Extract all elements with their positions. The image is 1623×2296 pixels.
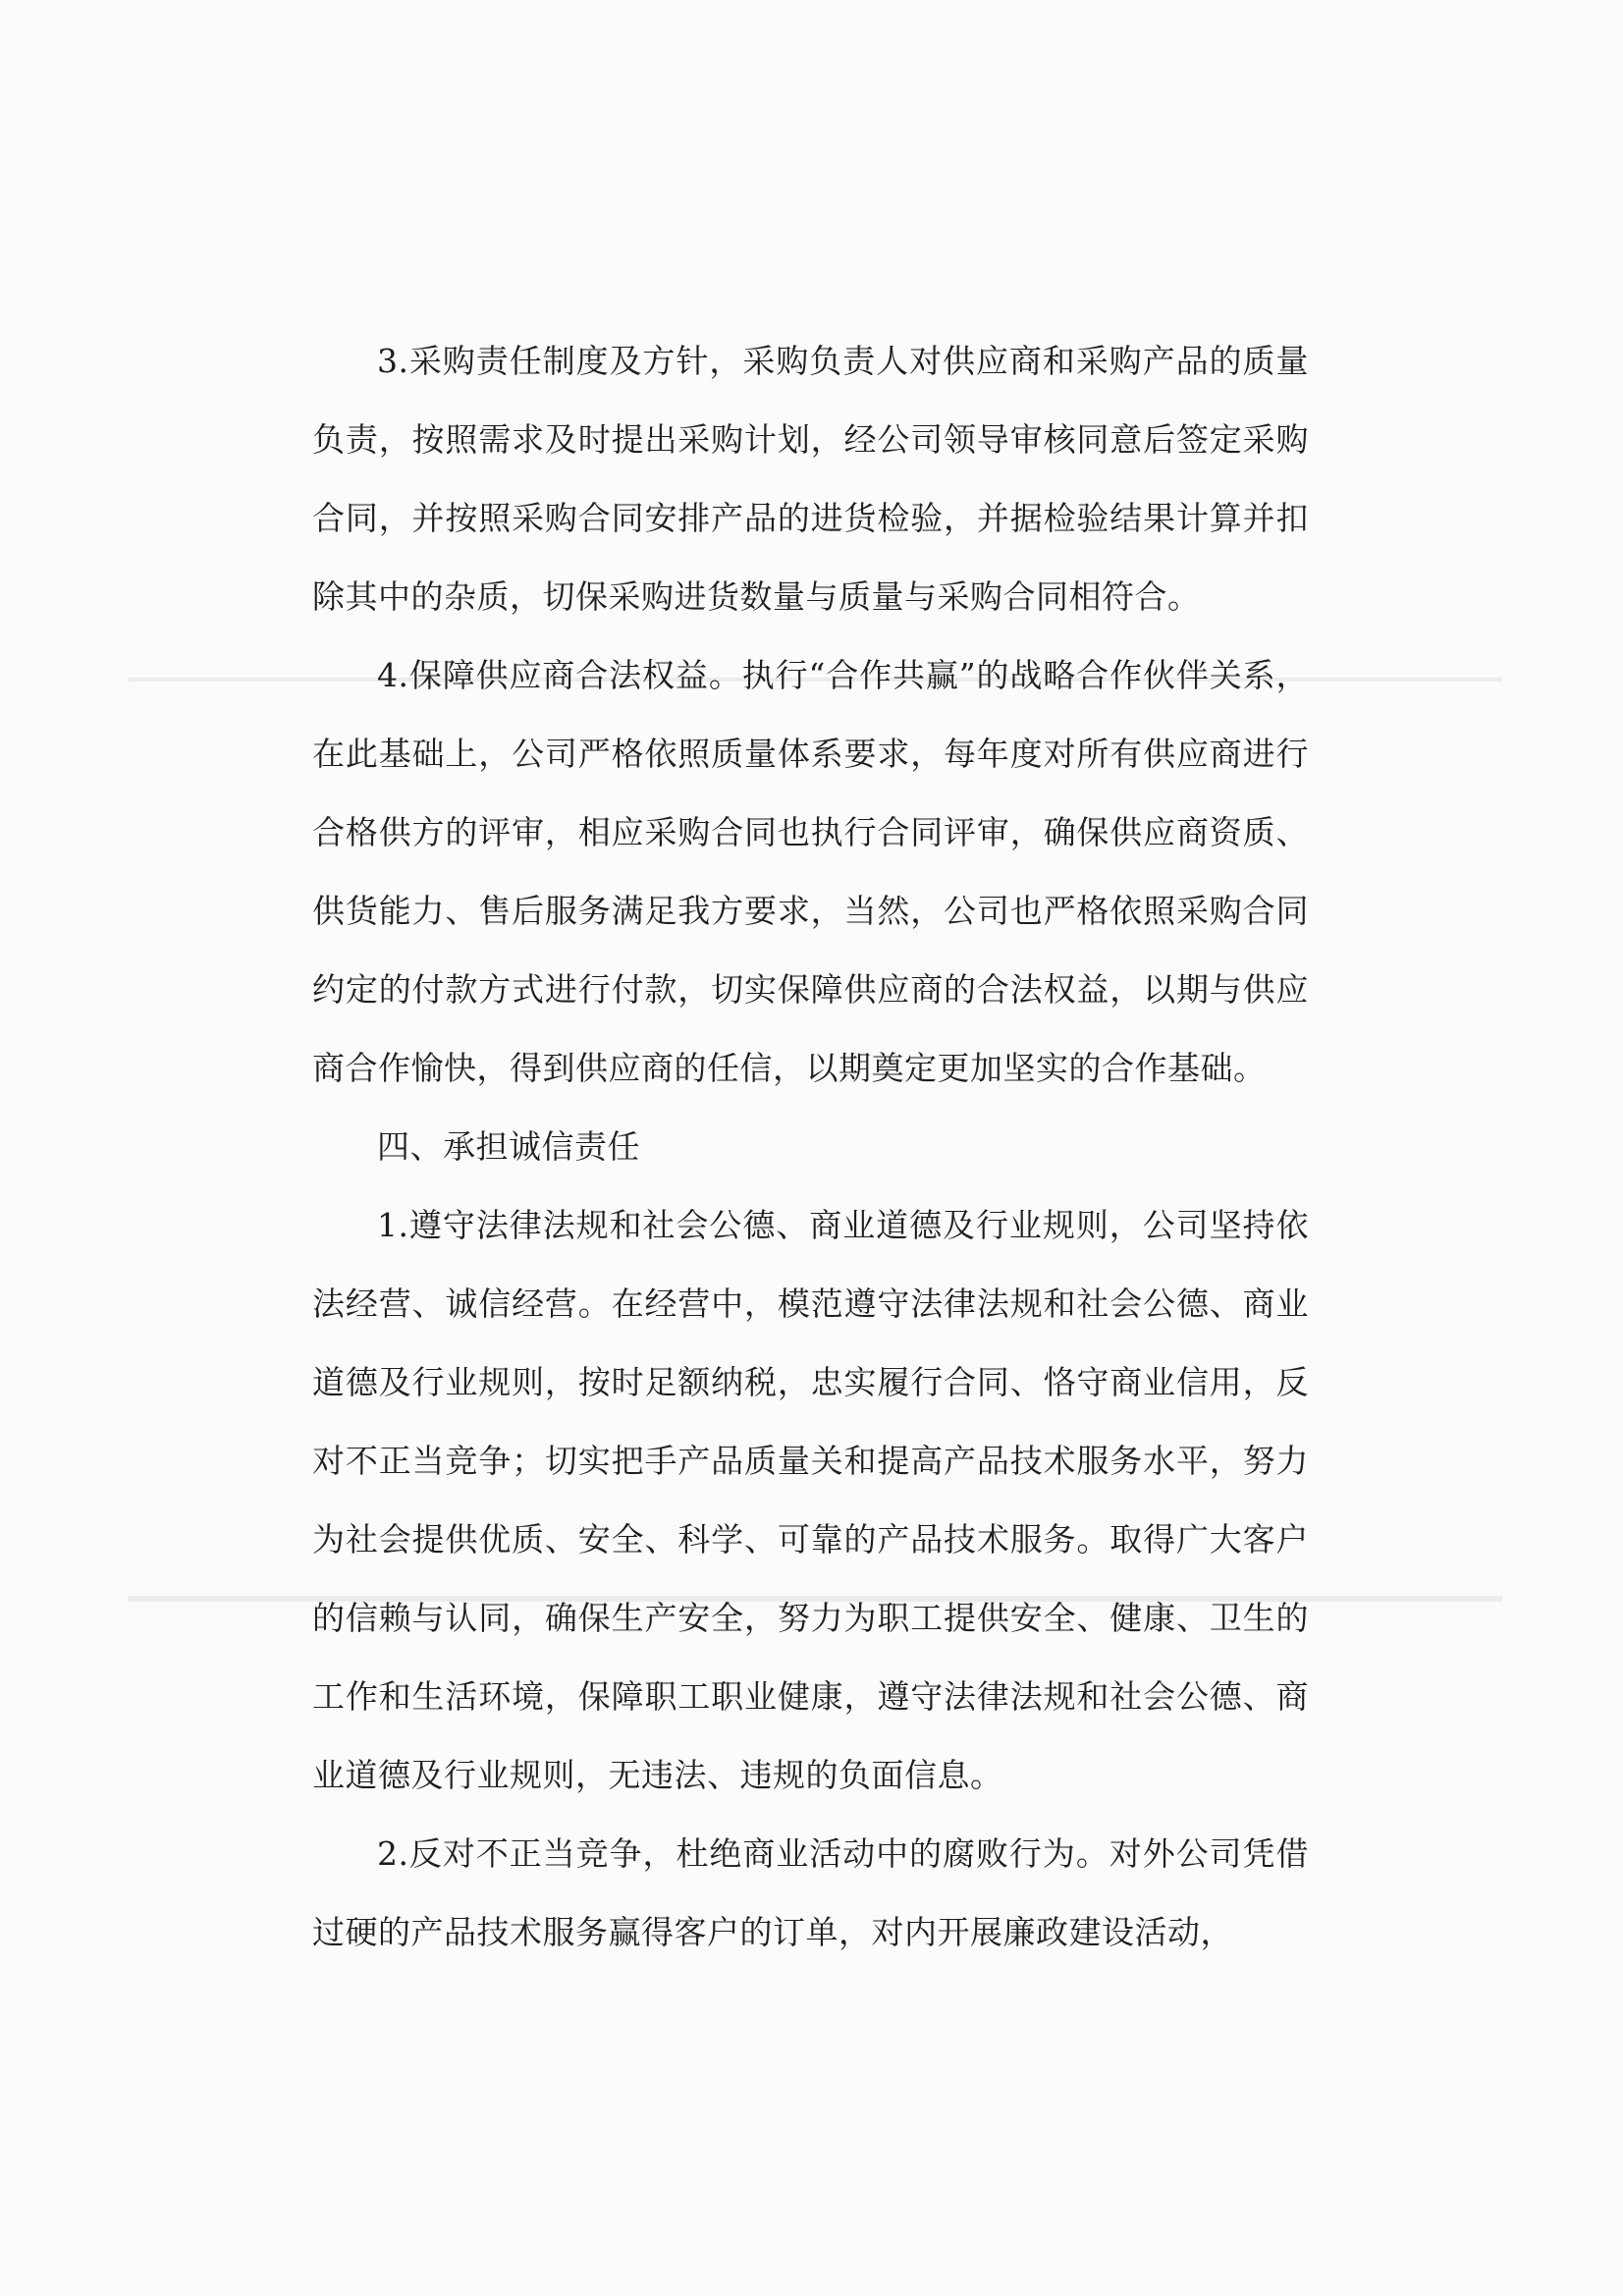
paragraph-anti-corruption: 2.反对不正当竞争，杜绝商业活动中的腐败行为。对外公司凭借过硬的产品技术服务赢得客户的订单，对内开展廉政建设活动， [312,1834,1309,1951]
paragraph-law-compliance: 1.遵守法律法规和社会公德、商业道德及行业规则，公司坚持依法经营、诚信经营。在经营中，模范遵守法律法规和社会公德、商业道德及行业规则，按时足额纳税，忠实履行合同、恪守商业信用，反对不正当竞争；切实把手产品质量关和提高产品技术服务水平，努力为社会提供优质、安全、科学、可靠的产品技术服务。取得广大客户的信赖与认同，确保生产安全，努力为职工提供安全、健康、卫生的工作和生活环境，保障职工职业健康，遵守法律法规和社会公德、商业道德及行业规则，无违法、违规的负面信息。 [312,1206,1309,1794]
section-heading: 四、承担诚信责任 [377,1127,640,1166]
document-body [312,322,1309,1972]
paragraph-procurement-policy: 3.采购责任制度及方针，采购负责人对供应商和采购产品的质量负责，按照需求及时提出采购计划，经公司领导审核同意后签定采购合同，并按照采购合同安排产品的进货检验，并据检验结果计算并扣除其中的杂质，切保采购进货数量与质量与采购合同相符合。 [312,342,1309,616]
paragraph-supplier-rights: 4.保障供应商合法权益。执行“合作共赢”的战略合作伙伴关系， 在此基础上，公司严格依照质量体系要求，每年度对所有供应商进行合格供方的评审，相应采购合同也执行合同评审，确保供应商资质、供货能力、售后服务满足我方要求，当然，公司也严格依照采购合同约定的付款方式进行付款，切实保障供应商的合法权益，以期与供应商合作愉快，得到供应商的任信，以期奠定更加坚实的合作基础。 [312,656,1309,1087]
